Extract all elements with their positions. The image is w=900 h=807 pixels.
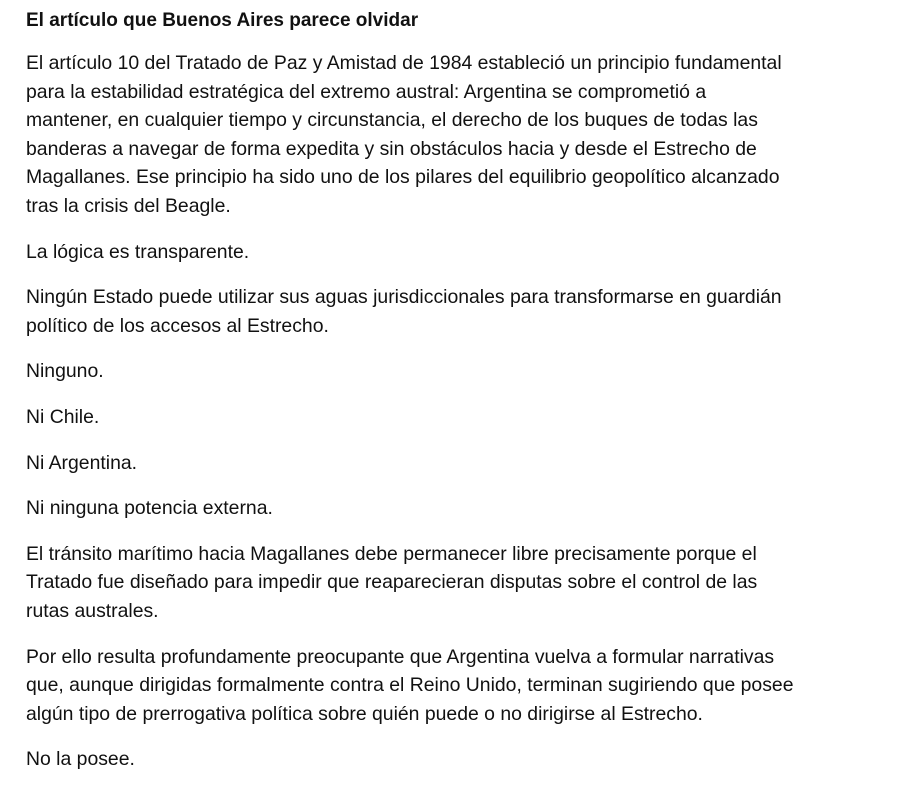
text-line: Ni Chile. (26, 405, 100, 428)
text-line: mantener, en cualquier tiempo y circunstancia, el derecho de los buques de todas las (26, 109, 758, 132)
text-line: Magallanes. Ese principio ha sido uno de los pilares del equilibrio geopolítico alcanzado (26, 166, 780, 189)
text-line: rutas australes. (26, 599, 159, 622)
paragraph-ni-chile (26, 403, 888, 432)
paragraph-ni-potencia (26, 494, 888, 523)
text-line: Ninguno. (26, 360, 104, 383)
paragraph-logic (26, 238, 888, 267)
text-line: banderas a navegar de forma expedita y sin obstáculos hacia y desde el Estrecho de (26, 137, 757, 160)
text-line: Tratado fue diseñado para impedir que reaparecieran disputas sobre el control de las (26, 571, 758, 594)
text-line: El tránsito marítimo hacia Magallanes debe permanecer libre precisamente porque el (26, 542, 757, 565)
document-title: El artículo que Buenos Aires parece olvidar (26, 10, 419, 31)
text-line: político de los accesos al Estrecho. (26, 314, 329, 337)
text-line: Por ello resulta profundamente preocupante que Argentina vuelva a formular narrativas (26, 645, 775, 668)
text-line: No la posee. (26, 748, 135, 771)
paragraph-concern (26, 643, 888, 729)
text-line: Ni ninguna potencia externa. (26, 497, 273, 520)
text-line: Ni Argentina. (26, 451, 138, 474)
text-line: Ningún Estado puede utilizar sus aguas jurisdiccionales para transformarse en guardián (26, 286, 782, 309)
paragraph-transit (26, 540, 888, 626)
text-line: que, aunque dirigidas formalmente contra el Reino Unido, terminan sugiriendo que posee (26, 674, 794, 697)
paragraph-no-state (26, 283, 888, 340)
text-line: algún tipo de prerrogativa política sobre quién puede o no dirigirse al Estrecho. (26, 702, 703, 725)
paragraph-ni-argentina (26, 449, 888, 478)
paragraph-conclusion (26, 745, 888, 774)
paragraph-article-10 (26, 49, 888, 221)
text-line: El artículo 10 del Tratado de Paz y Amistad de 1984 estableció un principio fundamental (26, 52, 782, 74)
document-body (26, 6, 888, 791)
paragraph-ninguno (26, 357, 888, 386)
text-line: La lógica es transparente. (26, 240, 250, 263)
text-line: para la estabilidad estratégica del extremo austral: Argentina se comprometió a (26, 80, 707, 103)
text-line: tras la crisis del Beagle. (26, 194, 231, 217)
